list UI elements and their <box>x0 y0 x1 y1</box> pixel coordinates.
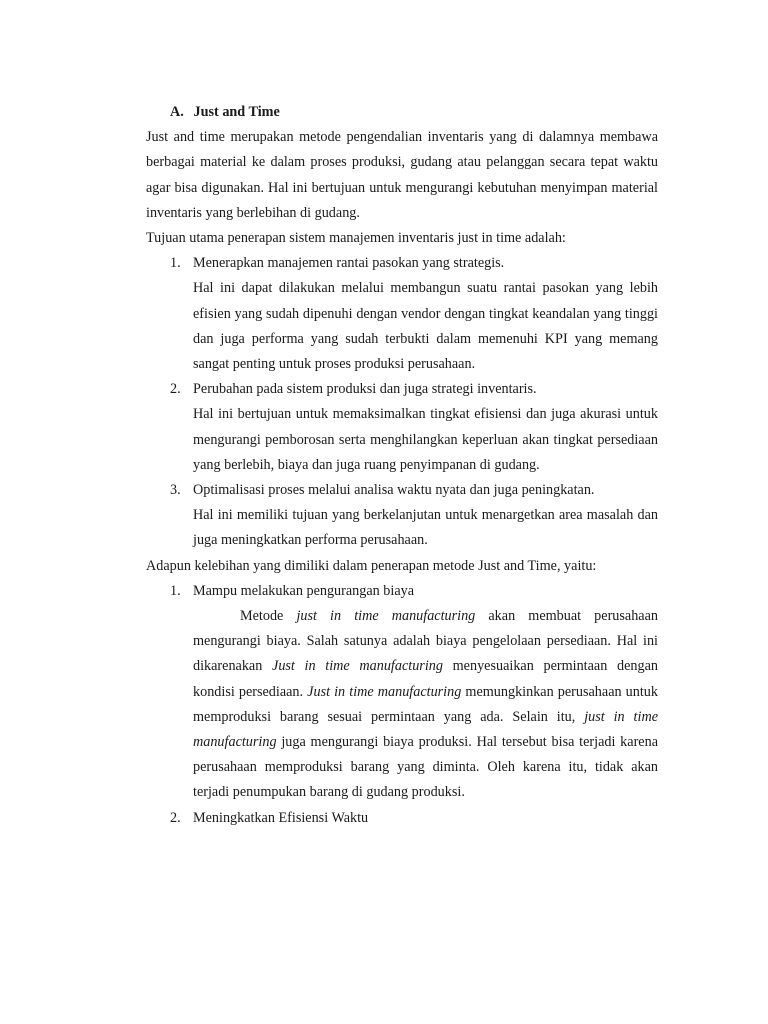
body-text: Metode <box>240 608 297 625</box>
list-item <box>146 579 658 806</box>
section-title: Just and Time <box>193 104 280 120</box>
list-item-body: Hal ini memiliki tujuan yang berkelanjutan untuk menargetkan area masalah dan juga meningkatkan performa perusahaan. <box>193 507 658 549</box>
list-item <box>146 377 658 478</box>
body-text: akan membuat perusahaan mengurangi biaya. Salah satunya adalah biaya pengelolaan persediaan. Hal ini dikarenakan <box>193 608 658 675</box>
body-text: menyesuaikan permintaan dengan kondisi persediaan. <box>193 658 658 700</box>
list-item-body: Hal ini dapat dilakukan melalui membangun suatu rantai pasokan yang lebih efisien yang sudah dipenuhi dengan vendor dengan tingkat keandalan yang tinggi dan juga performa yang sudah terbukti dalam memenuhi KPI yang memang sangat penting untuk proses produksi perusahaan. <box>193 280 658 373</box>
goals-intro: Tujuan utama penerapan sistem manajemen inventaris just in time adalah: <box>146 230 566 246</box>
advantages-intro: Adapun kelebihan yang dimiliki dalam penerapan metode Just and Time, yaitu: <box>146 557 597 574</box>
section-heading <box>170 100 658 125</box>
section-number: A. <box>170 104 184 120</box>
list-item-title: Perubahan pada sistem produksi dan juga strategi inventaris. <box>193 381 537 398</box>
list-marker: 1. <box>170 255 181 272</box>
list-marker: 2. <box>170 809 181 826</box>
list-item-title: Menerapkan manajemen rantai pasokan yang strategis. <box>193 255 505 272</box>
list-item <box>146 806 658 831</box>
body-text: juga mengurangi biaya produksi. Hal tersebut bisa terjadi karena perusahaan memproduksi barang yang diminta. Oleh karena itu, tidak akan terjadi penumpukan barang di gudang produksi. <box>193 734 658 801</box>
body-term: Just in time manufacturing <box>307 683 462 700</box>
body-term: just in time manufacturing <box>193 708 658 751</box>
list-item <box>146 251 658 377</box>
list-marker: 2. <box>170 381 181 398</box>
document-page <box>146 100 658 831</box>
advantages-list <box>146 579 658 831</box>
list-item-title: Mampu melakukan pengurangan biaya <box>193 582 415 599</box>
list-item-body <box>193 604 658 806</box>
intro-paragraph: Just and time merupakan metode pengendalian inventaris yang di dalamnya membawa berbagai material ke dalam proses produksi, gudang atau pelanggan secara tepat waktu agar bisa digunakan. Hal ini bertujuan untuk mengurangi kebutuhan menyimpan material inventaris yang berlebihan di gudang. <box>146 129 658 221</box>
body-term: just in time manufacturing <box>296 608 476 625</box>
list-marker: 1. <box>170 582 181 599</box>
list-marker: 3. <box>170 482 181 499</box>
list-item-title: Optimalisasi proses melalui analisa waktu nyata dan juga peningkatan. <box>193 482 595 499</box>
list-item <box>146 478 658 554</box>
list-item-body: Hal ini bertujuan untuk memaksimalkan tingkat efisiensi dan juga akurasi untuk mengurangi pemborosan serta menghilangkan keperluan akan tingkat persediaan yang berlebih, biaya dan juga ruang penyimpanan di gudang. <box>193 406 658 473</box>
list-item-title: Meningkatkan Efisiensi Waktu <box>193 809 369 826</box>
body-term: Just in time manufacturing <box>272 658 443 675</box>
goals-list <box>146 251 658 553</box>
body-text: memungkinkan perusahaan untuk memproduksi barang sesuai permintaan yang ada. Selain itu, <box>193 683 658 725</box>
